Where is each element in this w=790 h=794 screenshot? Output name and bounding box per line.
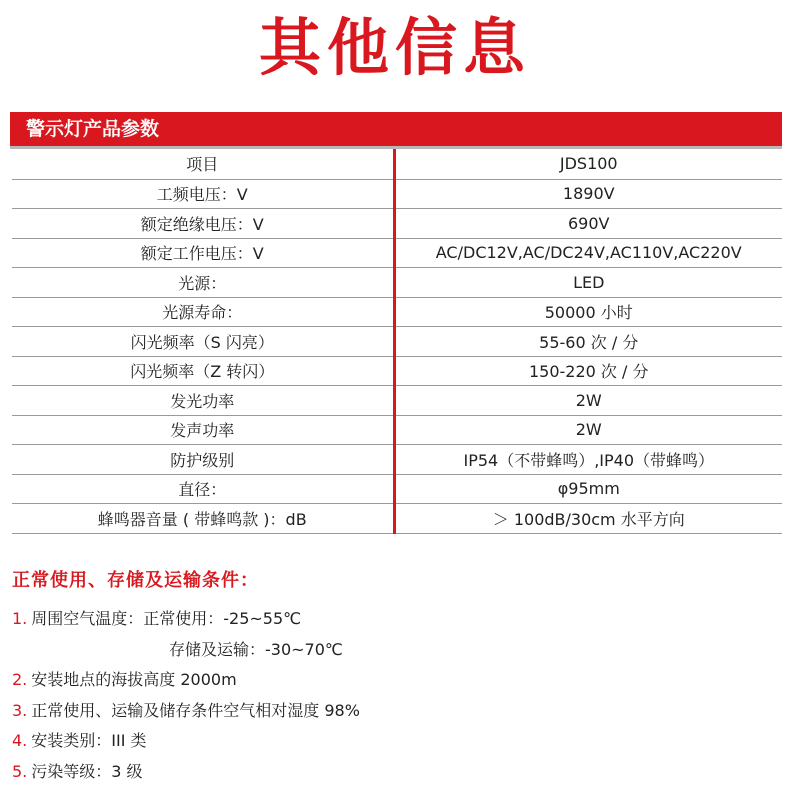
- spec-label: 工频电压：V: [12, 179, 394, 209]
- table-row: [12, 179, 782, 209]
- table-row: [12, 415, 782, 445]
- list-item-number: 1.: [12, 609, 28, 628]
- spec-label: 光源：: [12, 268, 394, 298]
- spec-label: 发光功率: [12, 386, 394, 416]
- page-title: 其他信息: [258, 11, 531, 84]
- list-item: [12, 635, 782, 666]
- spec-value: 150-220 次 / 分: [394, 356, 782, 386]
- spec-label: 闪光频率（S 闪亮）: [12, 327, 394, 357]
- list-item: [12, 665, 782, 696]
- conditions-list: [12, 604, 782, 787]
- spec-value: AC/DC12V,AC/DC24V,AC110V,AC220V: [394, 238, 782, 268]
- spec-value: JDS100: [394, 149, 782, 179]
- spec-value: 2W: [394, 415, 782, 445]
- spec-value: ＞ 100dB/30cm 水平方向: [394, 504, 782, 534]
- table-row: [12, 268, 782, 298]
- table-row: [12, 474, 782, 504]
- list-item-number: 4.: [12, 731, 28, 750]
- table-row: [12, 149, 782, 179]
- list-item-text: 周围空气温度：正常使用：-25~55℃: [31, 609, 302, 628]
- list-item-text: 安装类别：III 类: [31, 731, 147, 750]
- spec-label: 额定绝缘电压：V: [12, 209, 394, 239]
- spec-label: 防护级别: [12, 445, 394, 475]
- table-row: [12, 209, 782, 239]
- spec-value: φ95mm: [394, 474, 782, 504]
- spec-label: 项目: [12, 149, 394, 179]
- list-item: [12, 726, 782, 757]
- spec-label: 蜂鸣器音量 ( 带蜂鸣款 )：dB: [12, 504, 394, 534]
- spec-label: 发声功率: [12, 415, 394, 445]
- list-item-text: 安装地点的海拔高度 2000m: [31, 670, 237, 689]
- list-item-number: 2.: [12, 670, 28, 689]
- table-row: [12, 386, 782, 416]
- spec-value: LED: [394, 268, 782, 298]
- list-item-number: 3.: [12, 700, 28, 720]
- list-item-text: 污染等级：3 级: [31, 761, 143, 781]
- section-header-bar: [10, 112, 782, 146]
- spec-value: 2W: [394, 386, 782, 416]
- spec-value: 55-60 次 / 分: [394, 327, 782, 357]
- table-row: [12, 327, 782, 357]
- spec-value: 50000 小时: [394, 297, 782, 327]
- list-item-number: 5.: [12, 761, 28, 781]
- section-title: 警示灯产品参数: [26, 118, 160, 140]
- spec-label: 光源寿命：: [12, 297, 394, 327]
- table-row: [12, 445, 782, 475]
- spec-value: 1890V: [394, 179, 782, 209]
- spec-label: 直径：: [12, 474, 394, 504]
- list-item-text: 正常使用、运输及储存条件空气相对湿度 98%: [31, 700, 360, 720]
- table-row: [12, 297, 782, 327]
- list-item: [12, 757, 782, 788]
- list-item: [12, 604, 782, 635]
- spec-label: 额定工作电压：V: [12, 238, 394, 268]
- table-row: [12, 238, 782, 268]
- table-row: [12, 356, 782, 386]
- list-item-text: 存储及运输：-30~70℃: [169, 639, 343, 659]
- spec-table: [12, 149, 782, 534]
- table-row: [12, 504, 782, 534]
- spec-value: 690V: [394, 209, 782, 239]
- spec-value: IP54（不带蜂鸣）,IP40（带蜂鸣）: [394, 445, 782, 475]
- spec-label: 闪光频率（Z 转闪）: [12, 356, 394, 386]
- conditions-title: 正常使用、存储及运输条件：: [12, 570, 259, 591]
- list-item: [12, 696, 782, 727]
